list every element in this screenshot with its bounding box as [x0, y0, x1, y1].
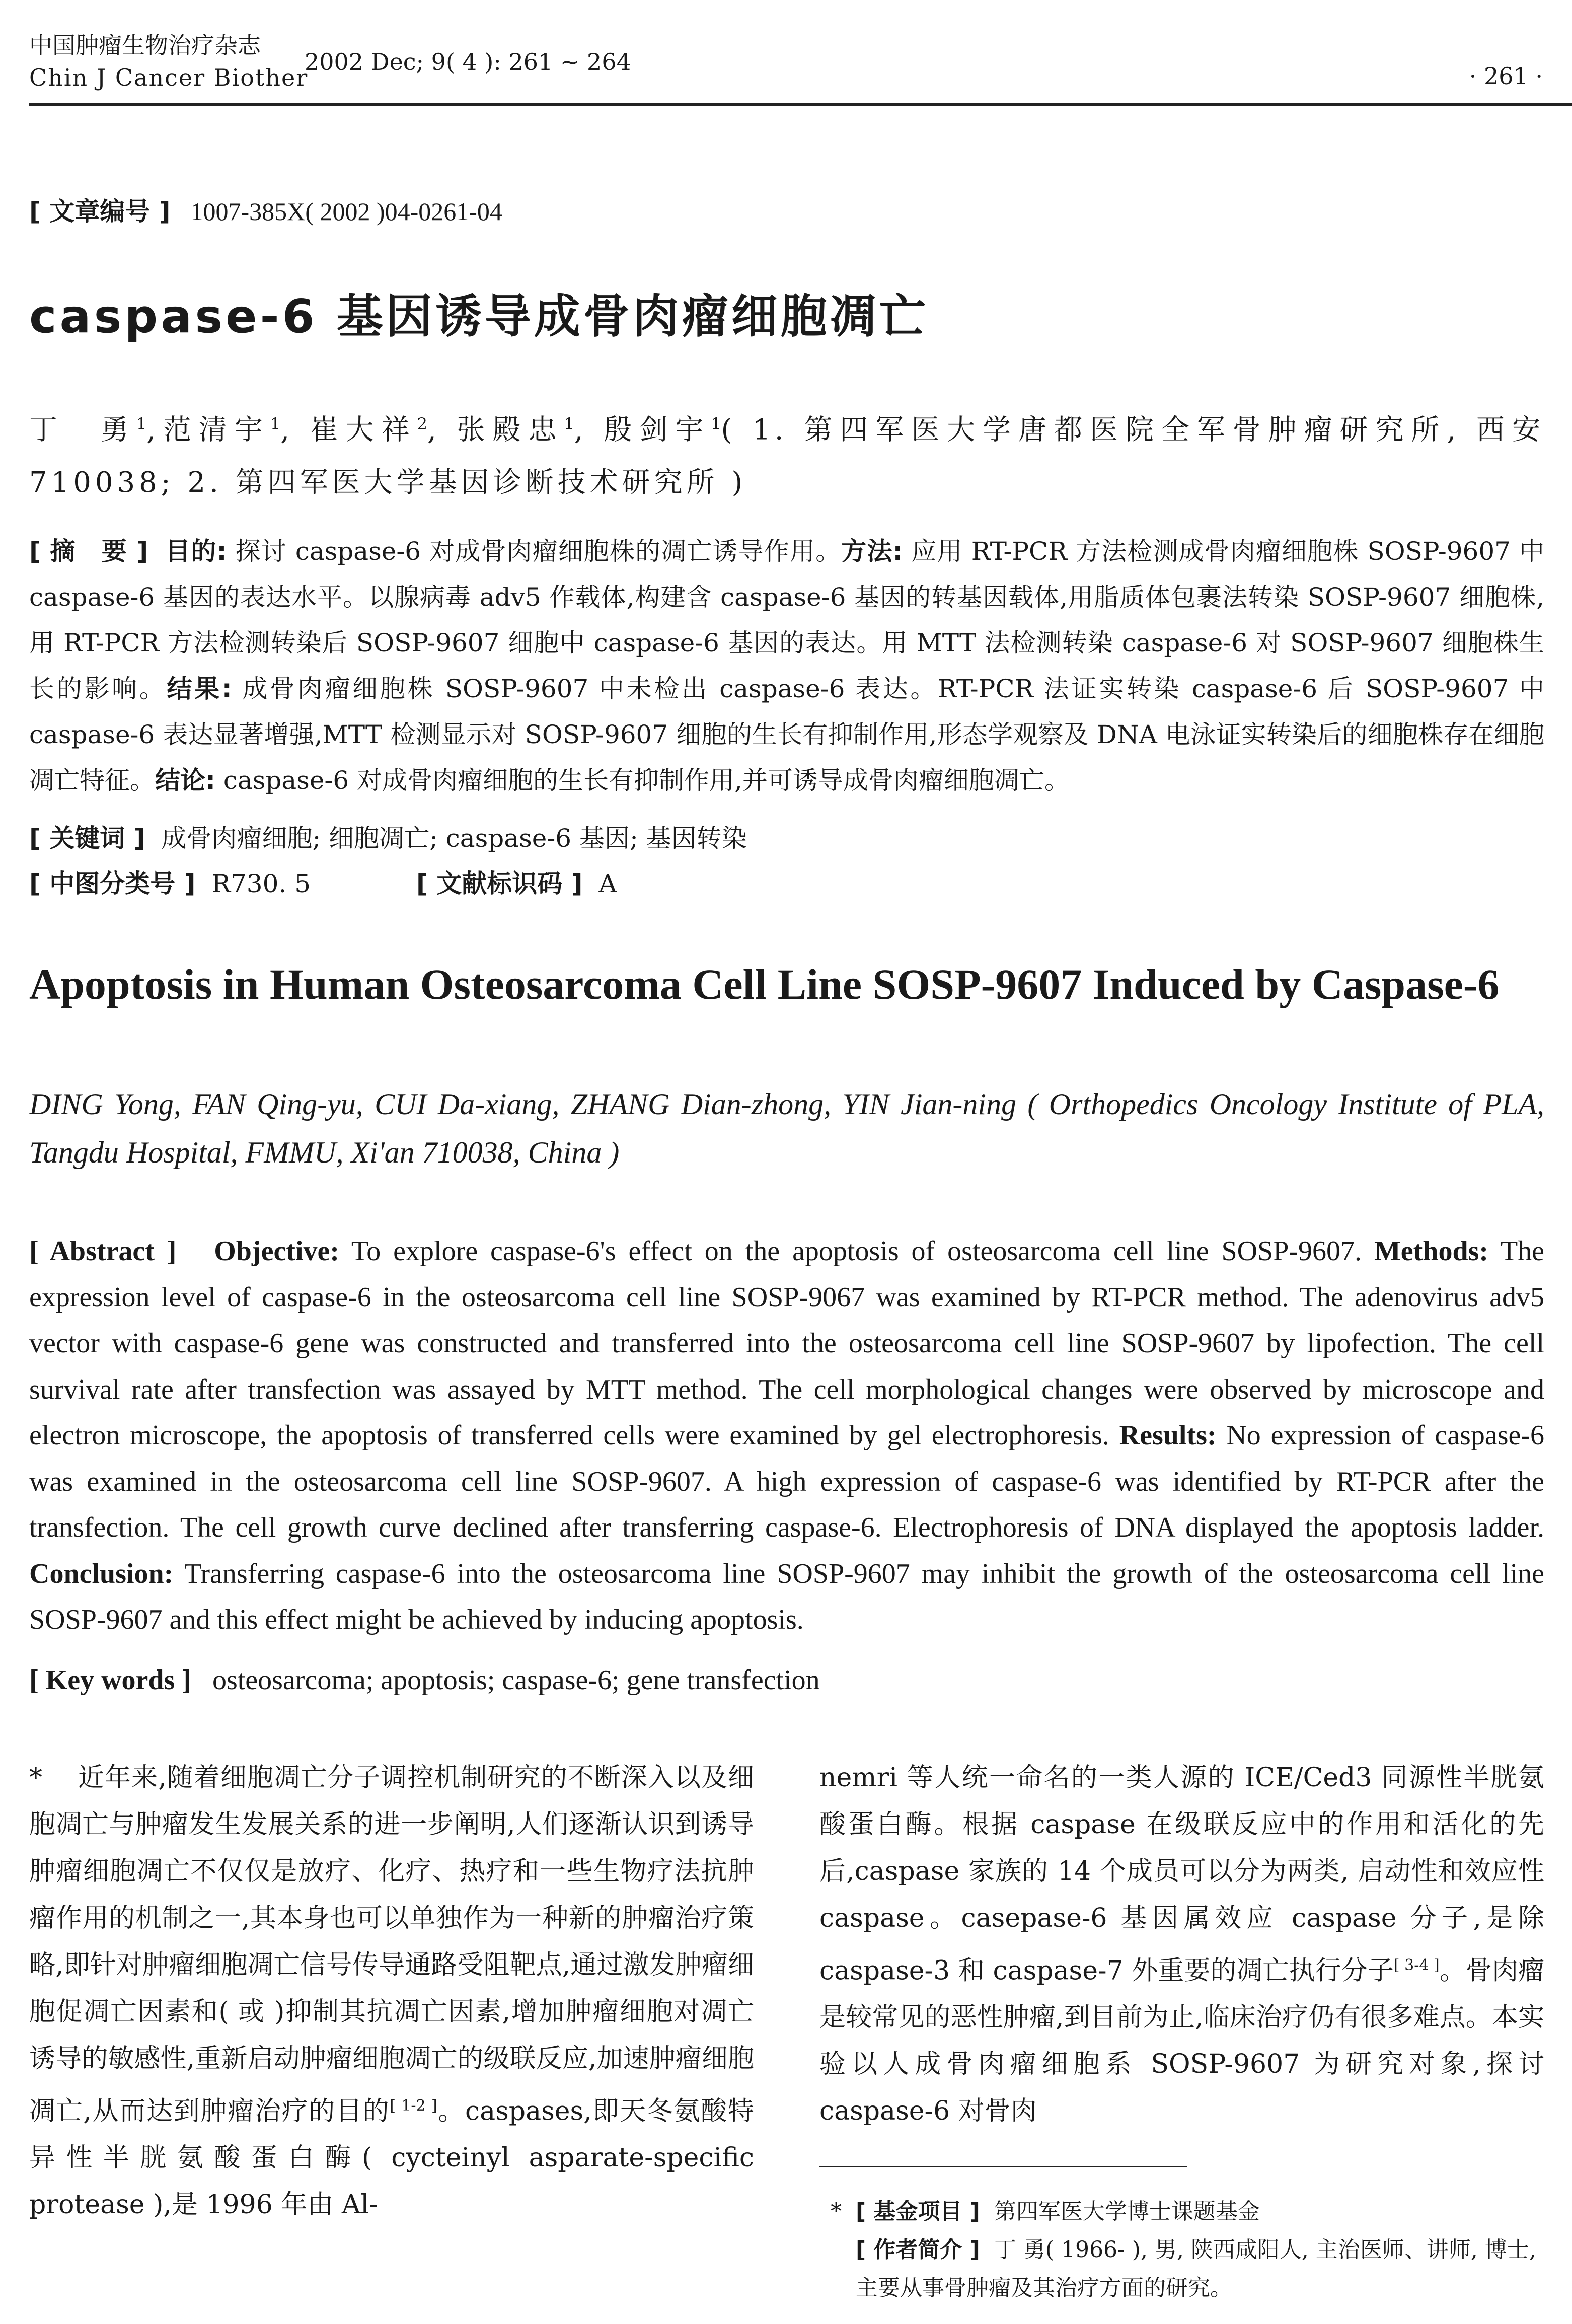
journal-name-cn: 中国肿瘤生物治疗杂志: [29, 32, 261, 59]
author-1: 丁 勇: [29, 413, 136, 447]
keywords-en-label: [ Key words ]: [29, 1664, 191, 1696]
footnote-star: *: [831, 2199, 842, 2224]
affiliation-cn: ( 1. 第四军医大学唐都医院全军骨肿瘤研究所, 西安 710038; 2. 第四军医大学基因诊断技术研究所 ): [29, 413, 1544, 499]
abstract-cn-label: [ 摘 要 ]: [29, 537, 148, 566]
conclusion-cn-text: caspase-6 对成骨肉瘤细胞的生长有抑制作用,并可诱导成骨肉瘤细胞凋亡。: [215, 766, 1070, 795]
objective-cn-label: 目的:: [165, 537, 227, 566]
conclusion-cn-label: 结论:: [155, 766, 215, 795]
clc-label: [ 中图分类号 ]: [29, 869, 196, 898]
objective-en-label: Objective:: [214, 1236, 340, 1267]
author-3: , 崔大祥: [280, 413, 417, 447]
doc-code-label: [ 文献标识码 ]: [416, 869, 583, 898]
authors-en: DING Yong, FAN Qing-yu, CUI Da-xiang, ZHANG Dian-zhong, YIN Jian-ning ( Orthopedics Oncology Institute of PLA, Tangdu Hospital, FMMU, Xi'an 710038, China ): [29, 1087, 1544, 1169]
funding-label: [ 基金项目 ]: [856, 2199, 980, 2224]
keywords-cn: [29, 816, 1544, 861]
author-bio: [856, 2231, 1545, 2307]
body-left-column: [29, 1755, 754, 2228]
keywords-cn-text: 成骨肉瘤细胞; 细胞凋亡; caspase-6 基因; 基因转染: [161, 824, 747, 853]
methods-en-text: The expression level of caspase-6 in the osteosarcoma cell line SOSP-9067 was examined by RT-PCR method. The adenovirus adv5 vector with caspase-6 gene was constructed and transferred into the osteosarcoma cell line SOSP-9607 by lipofection. The cell survival rate after transfection was assayed by MTT method. The cell morphological changes were observed by microscope and electron microscope, the apoptosis of transferred cells were examined by gel electrophoresis.: [29, 1236, 1545, 1451]
body-right-text-2: 。骨肉瘤是较常见的恶性肿瘤,到目前为止,临床治疗仍有很多难点。本实验以人成骨肉瘤细胞系 SOSP-9607 为研究对象,探讨 caspase-6 对骨肉: [819, 1955, 1545, 2127]
methods-en-label: Methods:: [1374, 1236, 1489, 1267]
title-en: Apoptosis in Human Osteosarcoma Cell Line SOSP-9607 Induced by Caspase-6: [29, 960, 1500, 1008]
footnote-rule: [819, 2166, 1187, 2167]
page-number: · 261 ·: [1469, 62, 1543, 90]
header-rule: [29, 103, 1572, 106]
title-cn: caspase-6 基因诱导成骨肉瘤细胞凋亡: [29, 289, 929, 343]
results-en-label: Results:: [1119, 1420, 1217, 1451]
keywords-cn-label: [ 关键词 ]: [29, 824, 145, 853]
body-right-text-1: nemri 等人统一命名的一类人源的 ICE/Ced3 同源性半胱氨酸蛋白酶。根据 caspase 在级联反应中的作用和活化的先后,caspase 家族的 14 个成员可以分为两类, 启动性和效应性 caspase。casepase-6 基因属效应 caspase 分子,是除 caspase-3 和 caspase-7 外重要的凋亡执行分子: [819, 1763, 1544, 1986]
doc-code-value: A: [598, 869, 617, 898]
author-5: , 殷剑宇: [574, 413, 711, 447]
article-number-label: [ 文章编号 ]: [29, 197, 171, 226]
author-bio-label: [ 作者简介 ]: [856, 2237, 980, 2263]
funding-line: [856, 2193, 1545, 2231]
keywords-en-text: osteosarcoma; apoptosis; caspase-6; gene transfection: [212, 1664, 820, 1696]
affil-sup: 1: [136, 414, 147, 433]
objective-cn-text: 探讨 caspase-6 对成骨肉瘤细胞株的凋亡诱导作用。: [227, 537, 842, 566]
footnote: [831, 2193, 1545, 2307]
citation-1-2: [ 1-2 ]: [390, 2097, 437, 2115]
results-cn-label: 结果:: [167, 674, 232, 703]
keywords-en: [29, 1664, 820, 1696]
article-number: [29, 191, 502, 228]
affil-sup: 1: [270, 414, 281, 433]
abstract-en-label: [ Abstract ]: [29, 1236, 177, 1267]
affil-sup: 1: [564, 414, 574, 433]
methods-cn-text: 应用 RT-PCR 方法检测成骨肉瘤细胞株 SOSP-9607 中 caspase-6 基因的表达水平。以腺病毒 adv5 作载体,构建含 caspase-6 基因的转基因载体,用脂质体包裹法转染 SOSP-9607 细胞株, 用 RT-PCR 方法检测转染后 SOSP-9607 细胞中 caspase-6 基因的表达。用 MTT 法检测转染 caspase-6 对 SOSP-9607 细胞株生长的影响。: [29, 537, 1544, 703]
body-left-text-2: 。caspases,即天冬氨酸特异性半胱氨酸蛋白酶( cycteinyl asparate-specific protease ),是 1996 年由 Al-: [29, 2096, 754, 2220]
funding-text: 第四军医大学博士课题基金: [994, 2199, 1260, 2224]
article-number-value: 1007-385X( 2002 )04-0261-04: [190, 197, 502, 226]
clc-value: R730. 5: [211, 869, 311, 898]
citation-3-4: [ 3-4 ]: [1393, 1956, 1440, 1974]
results-cn-text: 成骨肉瘤细胞株 SOSP-9607 中未检出 caspase-6 表达。RT-PCR 法证实转染 caspase-6 后 SOSP-9607 中 caspase-6 表达显著增强,MTT 检测显示对 SOSP-9607 细胞的生长有抑制作用,形态学观察及 DNA 电泳证实转染后的细胞株存在细胞凋亡特征。: [29, 674, 1545, 795]
results-en-text: No expression of caspase-6 was examined in the osteosarcoma cell line SOSP-9607. A high expression of caspase-6 was identified by RT-PCR after the transfection. The cell growth curve declined after transferring caspase-6. Electrophoresis of DNA displayed the apoptosis ladder.: [29, 1420, 1545, 1543]
author-4: , 张殿忠: [427, 413, 564, 447]
methods-cn-label: 方法:: [841, 537, 903, 566]
body-right-column: [819, 1755, 1544, 2135]
authors-cn: [29, 398, 1544, 509]
journal-name: [29, 29, 308, 94]
classification: [29, 861, 1544, 907]
author-bio-text: 丁 勇( 1966- ), 男, 陕西咸阳人, 主治医师、讲师, 博士, 主要从事骨肿瘤及其治疗方面的研究。: [856, 2237, 1536, 2301]
author-2: ,范清宇: [146, 413, 270, 447]
objective-en-text: To explore caspase-6's effect on the apoptosis of osteosarcoma cell line SOSP-9607.: [339, 1236, 1374, 1267]
abstract-cn: [29, 529, 1544, 804]
footnote-marker: *: [29, 1763, 42, 1793]
abstract-en: [29, 1228, 1544, 1643]
journal-name-en: Chin J Cancer Biother: [29, 64, 309, 91]
issue-info: 2002 Dec; 9( 4 ): 261 ~ 264: [305, 48, 631, 76]
body-left-text-1: 近年来,随着细胞凋亡分子调控机制研究的不断深入以及细胞凋亡与肿瘤发生发展关系的进一步阐明,人们逐渐认识到诱导肿瘤细胞凋亡不仅仅是放疗、化疗、热疗和一些生物疗法抗肿瘤作用的机制之一,其本身也可以单独作为一种新的肿瘤治疗策略,即针对肿瘤细胞凋亡信号传导通路受阻靶点,通过激发肿瘤细胞促凋亡因素和( 或 )抑制其抗凋亡因素,增加肿瘤细胞对凋亡诱导的敏感性,重新启动肿瘤细胞凋亡的级联反应,加速肿瘤细胞凋亡,从而达到肿瘤治疗的目的: [29, 1763, 754, 2127]
conclusion-en-text: Transferring caspase-6 into the osteosarcoma line SOSP-9607 may inhibit the growth of the osteosarcoma cell line SOSP-9607 and this effect might be achieved by inducing apoptosis.: [29, 1558, 1544, 1635]
affil-sup: 2: [417, 414, 427, 433]
affil-sup: 1: [711, 414, 721, 433]
conclusion-en-label: Conclusion:: [29, 1558, 174, 1589]
